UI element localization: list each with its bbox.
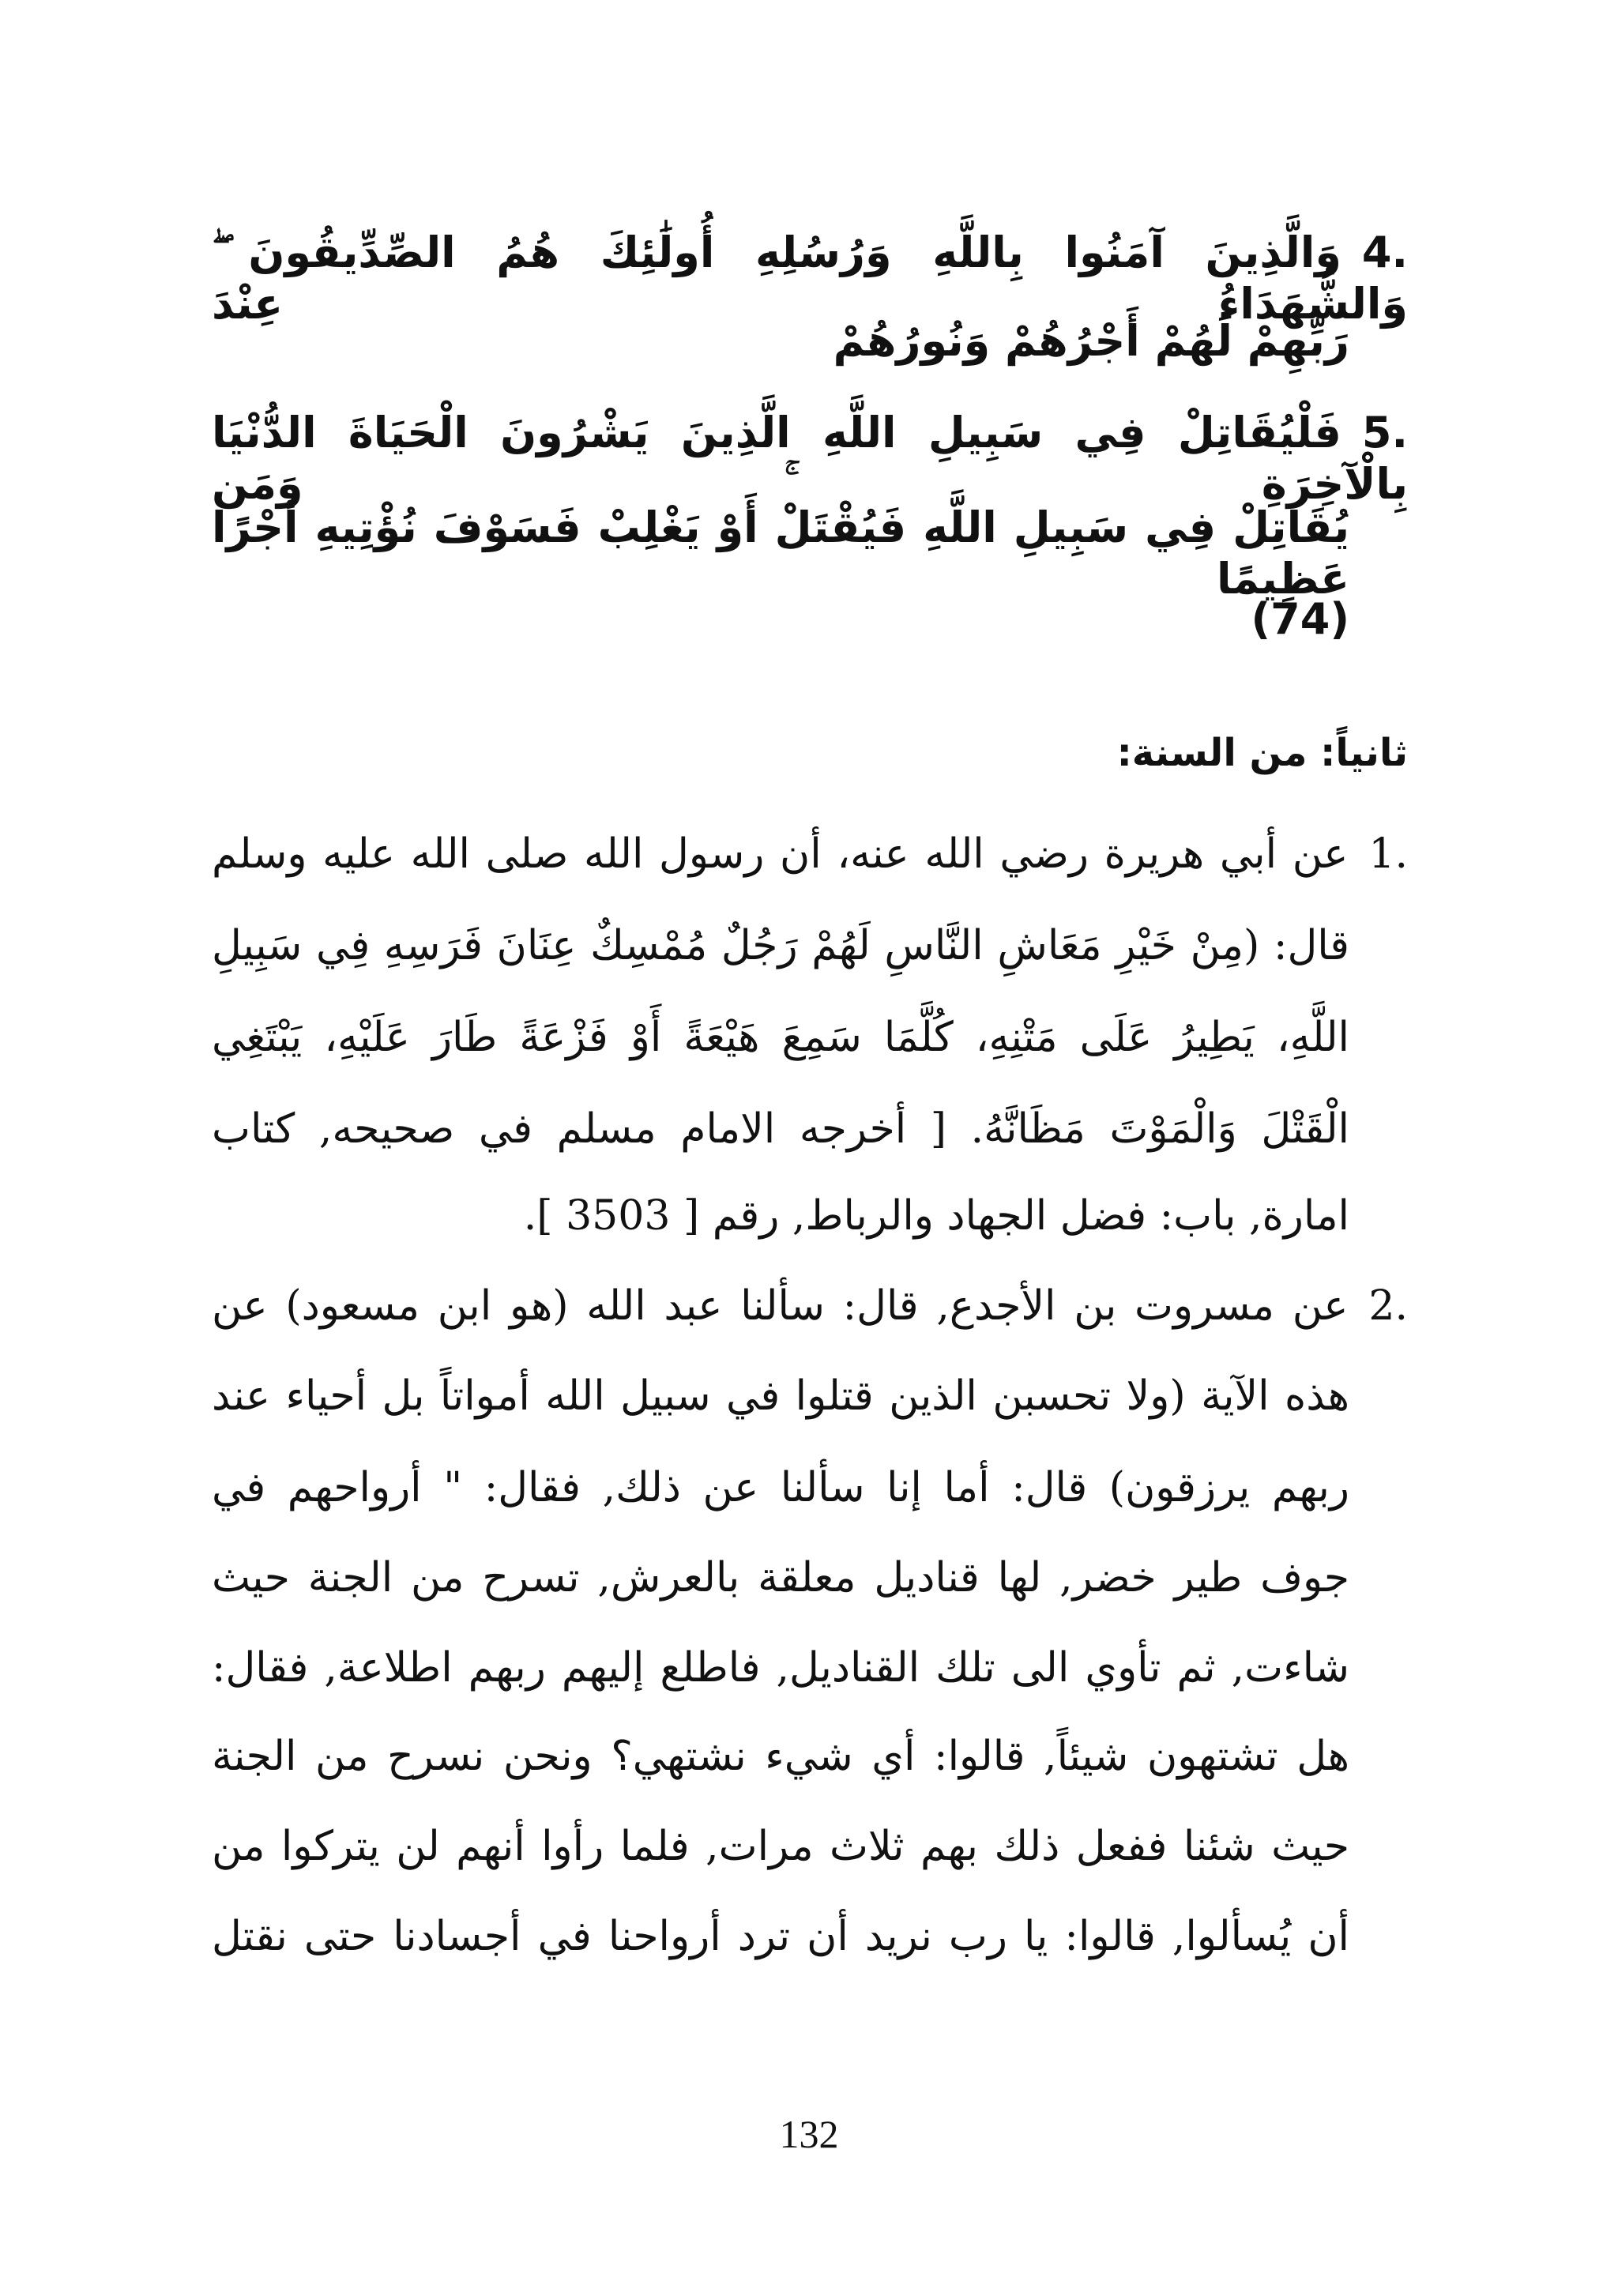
verse-4-text-1: وَالَّذِينَ آمَنُوا بِاللَّهِ وَرُسُلِهِ أُولَٰئِكَ هُمُ الصِّدِّيقُونَ ۖ وَالشُّهَدَاءُ عِنْدَ (212, 228, 1408, 329)
hadith-2-line-2 (212, 1372, 1349, 1443)
hadith-2-line-3 (212, 1463, 1349, 1534)
verse-5-line-2 (212, 502, 1349, 604)
hadith-2-text-7: حيث شئنا ففعل ذلك بهم ثلاث مرات, فلما رأوا أنهم لن يتركوا من (212, 1823, 1349, 1870)
verse-4-line-2 (212, 316, 1349, 367)
section-heading (212, 731, 1408, 777)
hadith-2-number: 2. (1368, 1282, 1408, 1330)
hadith-1-line-4 (212, 1105, 1349, 1176)
verse-5-line-3 (212, 594, 1349, 646)
section-heading-text: ثانياً: من السنة: (1116, 731, 1408, 775)
verse-4-line-1 (212, 228, 1408, 329)
verse-5-text-2: يُقَاتِلْ فِي سَبِيلِ اللَّهِ فَيُقْتَلْ أَوْ يَغْلِبْ فَسَوْفَ نُؤْتِيهِ أَجْرًا عَظِيمًا (212, 502, 1349, 604)
verse-4-number: 4. (1361, 228, 1408, 277)
verse-4-text-2: رَبِّهِمْ لَهُمْ أَجْرُهُمْ وَنُورُهُمْ (833, 316, 1349, 366)
hadith-2-line-1 (212, 1282, 1408, 1353)
hadith-1-text-3: اللَّهِ، يَطِيرُ عَلَى مَتْنِهِ، كُلَّمَا سَمِعَ هَيْعَةً أَوْ فَزْعَةً طَارَ عَلَيْهِ، يَبْتَغِي (212, 1014, 1349, 1061)
hadith-1-line-2 (212, 921, 1349, 992)
hadith-2-text-5: شاءت, ثم تأوي الى تلك القناديل, فاطلع إليهم ربهم اطلاعة, فقال: (212, 1644, 1349, 1692)
hadith-1-text-2: قال: (مِنْ خَيْرِ مَعَاشِ النَّاسِ لَهُمْ رَجُلٌ مُمْسِكٌ عِنَانَ فَرَسِهِ فِي سَبِيلِ (212, 922, 1349, 969)
hadith-1-text-1: عن أبي هريرة رضي الله عنه، أن رسول الله صلى الله عليه وسلم (212, 830, 1349, 878)
hadith-1-line-1 (212, 830, 1408, 901)
page-number: 132 (779, 2112, 839, 2156)
hadith-2-text-2: هذه الآية (ولا تحسبن الذين قتلوا في سبيل الله أمواتاً بل أحياء عند (212, 1372, 1349, 1420)
hadith-1-line-5 (212, 1191, 1349, 1240)
verse-5-text-1: فَلْيُقَاتِلْ فِي سَبِيلِ اللَّهِ الَّذِينَ يَشْرُونَ الْحَيَاةَ الدُّنْيَا بِالْآخِرَةِ ۚ وَمَن (212, 408, 1408, 509)
hadith-2-text-3: ربهم يرزقون) قال: أما إنا سألنا عن ذلك, فقال: " أرواحهم في (212, 1464, 1349, 1511)
hadith-2-text-6: هل تشتهون شيئاً, قالوا: أي شيء نشتهي؟ ونحن نسرح من الجنة (212, 1733, 1349, 1780)
hadith-2-line-6 (212, 1732, 1349, 1803)
hadith-2-text-4: جوف طير خضر, لها قناديل معلقة بالعرش, تسرح من الجنة حيث (212, 1554, 1349, 1602)
hadith-1-text-5: امارة, باب: فضل الجهاد والرباط, رقم [ 3503 ]. (523, 1192, 1349, 1240)
hadith-1-number: 1. (1368, 830, 1408, 878)
hadith-1-line-3 (212, 1013, 1349, 1084)
verse-5-number: 5. (1361, 408, 1408, 457)
verse-5-reference: (74) (1251, 594, 1349, 644)
hadith-2-line-7 (212, 1822, 1349, 1893)
hadith-2-line-4 (212, 1553, 1349, 1624)
hadith-2-line-5 (212, 1643, 1349, 1714)
hadith-2-text-1: عن مسروت بن الأجدع, قال: سألنا عبد الله (هو ابن مسعود) عن (212, 1282, 1349, 1330)
verse-5-line-1 (212, 408, 1408, 509)
hadith-2-text-8: أن يُسألوا, قالوا: يا رب نريد أن ترد أرواحنا في أجسادنا حتى نقتل (212, 1913, 1349, 1960)
hadith-2-line-8 (212, 1912, 1349, 1983)
hadith-1-text-4: الْقَتْلَ وَالْمَوْتَ مَظَانَّهُ. [ أخرجه الامام مسلم في صحيحه, كتاب (212, 1105, 1349, 1153)
